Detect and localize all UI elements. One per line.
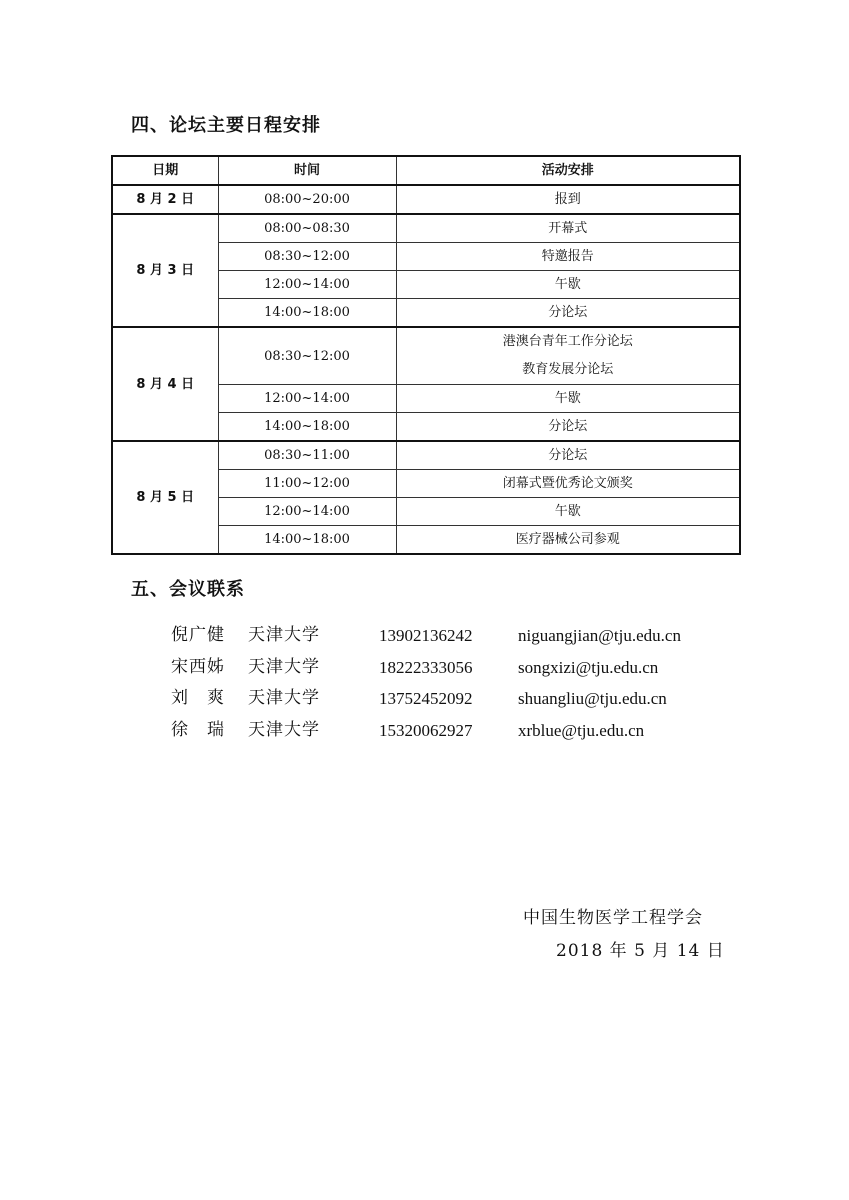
contact-list <box>171 620 731 746</box>
list-item <box>171 620 731 652</box>
activity-cell: 开幕式 <box>396 214 740 243</box>
contact-org: 天津大学 <box>248 625 320 645</box>
signature-date: 2018 年 5 月 14 日 <box>556 941 725 961</box>
time-cell: 12:00~14:00 <box>218 271 396 299</box>
table-row <box>112 441 740 470</box>
activity-cell: 报到 <box>396 185 740 214</box>
header-time: 时间 <box>218 156 396 185</box>
contact-org: 天津大学 <box>248 719 320 740</box>
activity-cell: 分论坛 <box>396 299 740 328</box>
time-cell: 14:00~18:00 <box>218 413 396 442</box>
time-cell: 12:00~14:00 <box>218 498 396 526</box>
date-cell: 8 月 2 日 <box>112 185 218 214</box>
activity-line: 教育发展分论坛 <box>522 362 614 377</box>
activity-cell: 午歇 <box>396 271 740 299</box>
contact-phone: 18222333056 <box>379 657 473 677</box>
table-header-row <box>112 156 740 185</box>
time-cell: 14:00~18:00 <box>218 299 396 328</box>
list-item <box>171 652 731 684</box>
contact-email: songxizi@tju.edu.cn <box>518 657 659 677</box>
time-cell: 08:30~12:00 <box>218 327 396 385</box>
activity-cell: 特邀报告 <box>396 243 740 271</box>
signature-organization: 中国生物医学工程学会 <box>523 908 703 928</box>
time-cell: 11:00~12:00 <box>218 470 396 498</box>
date-cell: 8 月 4 日 <box>112 327 218 441</box>
time-cell: 08:00~20:00 <box>218 185 396 214</box>
activity-cell: 医疗器械公司参观 <box>396 526 740 555</box>
activity-line: 港澳台青年工作分论坛 <box>502 334 633 349</box>
activity-cell: 午歇 <box>396 385 740 413</box>
contact-org: 天津大学 <box>248 656 320 677</box>
time-cell: 14:00~18:00 <box>218 526 396 555</box>
contact-email: niguangjian@tju.edu.cn <box>518 626 681 645</box>
contact-phone: 13752452092 <box>379 689 473 708</box>
schedule-body <box>112 185 740 554</box>
contact-name: 徐 瑞 <box>171 719 225 740</box>
list-item <box>171 715 731 747</box>
activity-cell: 分论坛 <box>396 413 740 442</box>
contact-org: 天津大学 <box>248 688 320 708</box>
contact-email: shuangliu@tju.edu.cn <box>518 689 667 708</box>
contact-phone: 13902136242 <box>379 626 473 645</box>
contact-email: xrblue@tju.edu.cn <box>518 720 645 740</box>
time-cell: 12:00~14:00 <box>218 385 396 413</box>
header-date: 日期 <box>112 156 218 185</box>
time-cell: 08:00~08:30 <box>218 214 396 243</box>
activity-cell: 分论坛 <box>396 441 740 470</box>
contact-name: 宋西姊 <box>171 656 225 677</box>
activity-cell: 闭幕式暨优秀论文颁奖 <box>396 470 740 498</box>
date-cell: 8 月 5 日 <box>112 441 218 554</box>
schedule-table <box>111 155 741 555</box>
table-row <box>112 214 740 243</box>
table-row <box>112 327 740 385</box>
time-cell: 08:30~12:00 <box>218 243 396 271</box>
section-heading-schedule: 四、论坛主要日程安排 <box>131 115 321 136</box>
section-heading-contact: 五、会议联系 <box>131 579 245 600</box>
time-cell: 08:30~11:00 <box>218 441 396 470</box>
table-row <box>112 185 740 214</box>
activity-cell: 午歇 <box>396 498 740 526</box>
contact-name: 刘 爽 <box>171 688 225 708</box>
header-activity: 活动安排 <box>396 156 740 185</box>
contact-name: 倪广健 <box>171 625 225 645</box>
contact-phone: 15320062927 <box>379 720 473 740</box>
date-cell: 8 月 3 日 <box>112 214 218 327</box>
activity-cell <box>396 327 740 385</box>
list-item <box>171 683 731 715</box>
